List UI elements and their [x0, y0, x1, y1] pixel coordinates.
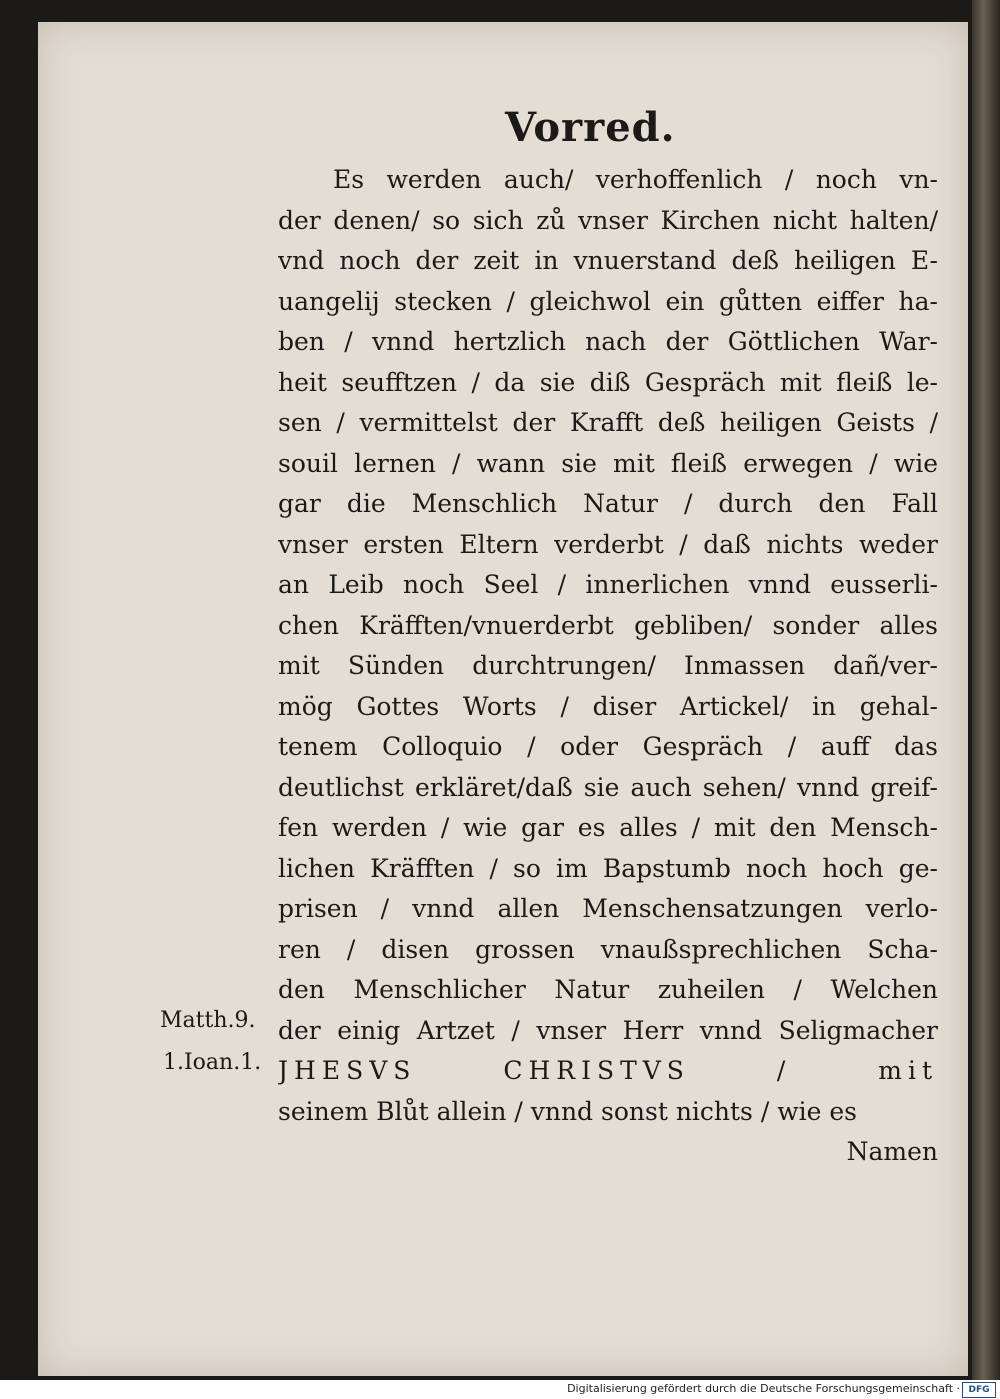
text-line: fen werden / wie gar es alles / mit den Mensch- [278, 813, 938, 842]
text-line: mög Gottes Worts / diser Artickel/ in gehal- [278, 691, 938, 721]
text-line: den Menschlicher Natur zuheilen / Welchen [278, 975, 938, 1004]
text-line: vnser ersten Eltern verderbt / daß nichts weder [278, 529, 938, 559]
text-line: vnd noch der zeit in vnuerstand deß heiligen E- [278, 246, 938, 275]
text-line: der denen/ so sich zů vnser Kirchen nicht halten/ [278, 205, 938, 235]
text-line: an Leib noch Seel / innerlichen vnnd eusserli- [278, 570, 938, 599]
text-line: lichen Kräfften / so im Bapstumb noch hoch ge- [278, 853, 938, 883]
text-line: ren / disen grossen vnaußsprechlichen Scha- [278, 934, 938, 964]
page-heading: Vorred. [505, 104, 676, 151]
book-spine [972, 0, 1000, 1380]
body-text [278, 160, 938, 1173]
text-line: sen / vermittelst der Krafft deß heiligen Geists / [278, 408, 938, 437]
text-line: uangelij stecken / gleichwol ein gůtten eiffer ha- [278, 286, 938, 316]
text-line: seinem Blůt allein / vnnd sonst nichts / wie es [278, 1096, 857, 1126]
text-line: heit seufftzen / da sie diß Gespräch mit fleiß le- [278, 367, 938, 397]
footer-bar [0, 1380, 1000, 1399]
text-line: mit Sünden durchtrungen/ Inmassen dañ/ver- [278, 651, 938, 680]
text-line: JHESVS CHRISTVS / mit [278, 1056, 938, 1085]
text-line: prisen / vnnd allen Menschensatzungen verlo- [278, 894, 938, 923]
text-line: chen Kräfften/vnuerderbt gebliben/ sonder alles [278, 610, 938, 640]
text-line: Es werden auch/ verhoffenlich / noch vn- [333, 165, 938, 194]
text-line: ben / vnnd hertzlich nach der Göttlichen War- [278, 327, 938, 356]
text-line: deutlichst erkläret/daß sie auch sehen/ vnnd greif- [278, 772, 938, 802]
dfg-logo: DFG [962, 1382, 996, 1398]
margin-note: 1.Ioan.1. [163, 1050, 262, 1075]
text-line: der einig Artzet / vnser Herr vnnd Seligmacher [278, 1015, 938, 1045]
funding-note: Digitalisierung gefördert durch die Deutsche Forschungsgemeinschaft · [567, 1382, 960, 1395]
text-line: gar die Menschlich Natur / durch den Fall [278, 489, 938, 518]
catchword: Namen [846, 1137, 938, 1166]
text-line: souil lernen / wann sie mit fleiß erwegen / wie [278, 448, 938, 478]
margin-note: Matth.9. [160, 1008, 256, 1033]
text-line: tenem Colloquio / oder Gespräch / auff das [278, 732, 938, 761]
